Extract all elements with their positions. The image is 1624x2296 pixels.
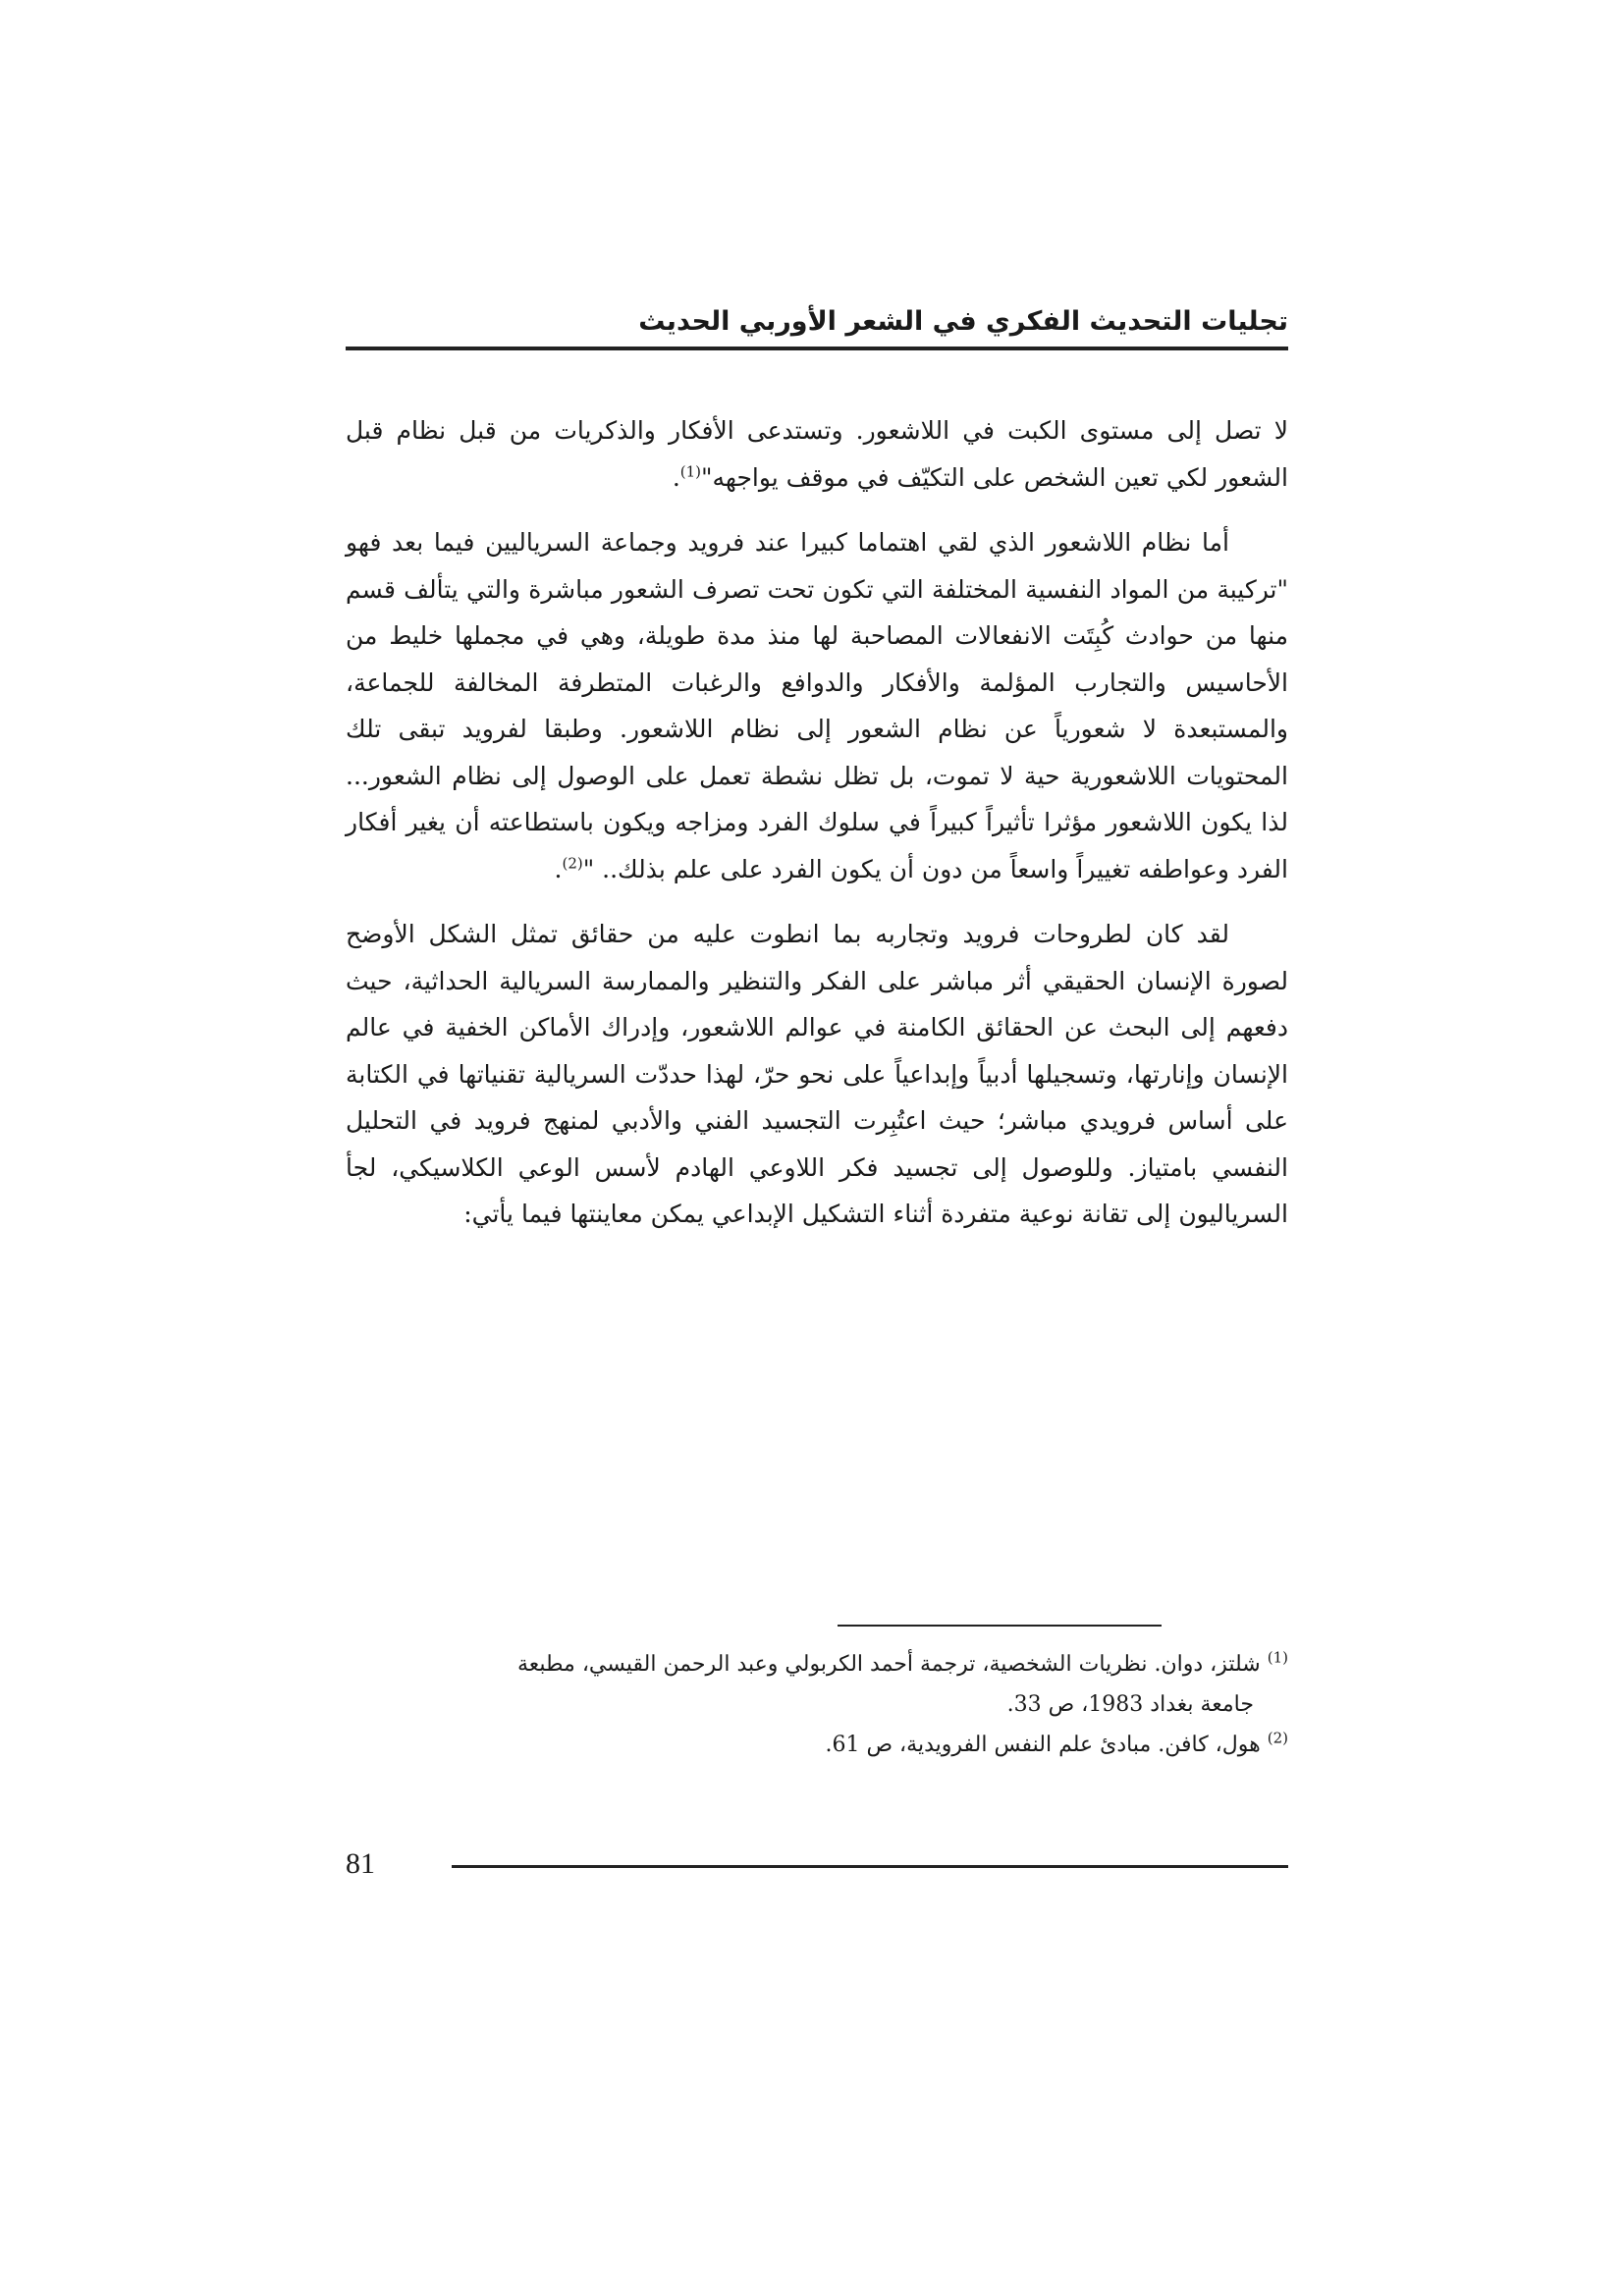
footer-rule <box>452 1865 1288 1868</box>
footnote-separator <box>838 1625 1162 1627</box>
page-number: 81 <box>346 1847 375 1880</box>
paragraph-1 <box>346 407 1288 501</box>
paragraph-1-text: لا تصل إلى مستوى الكبت في اللاشعور. وتستدعى الأفكار والذكريات من قبل نظام قبل الشعور لكي تعين الشخص على التكيّف في موقف يواجهه" <box>346 416 1288 492</box>
paragraph-3: لقد كان لطروحات فرويد وتجاربه بما انطوت عليه من حقائق تمثل الشكل الأوضح لصورة الإنسان الحقيقي أثر مباشر على الفكر والتنظير والممارسة السريالية الحداثية، حيث دفعهم إلى البحث عن الحقائق الكامنة في عوالم اللاشعور، وإدراك الأماكن الخفية في عالم الإنسان وإنارتها، وتسجيلها أدبياً وإبداعياً على نحو حرّ، لهذا حددّت السريالية تقنياتها في الكتابة على أساس فرويدي مباشر؛ حيث اعتُبِرت التجسيد الفني والأدبي لمنهج فرويد في التحليل النفسي بامتياز. وللوصول إلى تجسيد فكر اللاوعي الهادم لأسس الوعي الكلاسيكي، لجأ السرياليون إلى تقانة نوعية متفردة أثناء التشكيل الإبداعي يمكن معاينتها فيما يأتي: <box>346 920 1288 1228</box>
paragraph-1-end: . <box>672 462 680 492</box>
footnote-2-marker: (2) <box>1267 1729 1288 1747</box>
footnote-2-text: هول، كافن. مبادئ علم النفس الفرويدية، ص 61. <box>825 1733 1261 1757</box>
paragraph-2-end: . <box>554 854 563 883</box>
footnote-1 <box>346 1644 1288 1684</box>
header-rule <box>346 347 1288 350</box>
footnote-ref-1: (1) <box>679 462 702 481</box>
paragraph-2 <box>346 519 1288 892</box>
footnote-2 <box>346 1725 1288 1765</box>
footnote-1-text: شلتز، دوان. نظريات الشخصية، ترجمة أحمد الكربولي وعبد الرحمن القيسي، مطبعة <box>516 1652 1261 1677</box>
footnote-1-marker: (1) <box>1267 1648 1288 1667</box>
running-header: تجليات التحديث الفكري في الشعر الأوربي الحديث <box>638 306 1288 337</box>
footnote-1-continuation: جامعة بغداد 1983، ص 33. <box>1006 1692 1254 1717</box>
footnotes <box>346 1644 1288 1765</box>
body-text <box>346 407 1288 1256</box>
paragraph-2-text: أما نظام اللاشعور الذي لقي اهتماما كبيرا عند فرويد وجماعة السرياليين فيما بعد فهو "تركيبة من المواد النفسية المختلفة التي تكون تحت تصرف الشعور مباشرة والتي يتألف قسم منها من حوادث كُبِتَت الانفعالات المصاحبة لها منذ مدة طويلة، وهي في مجملها خليط من الأحاسيس والتجارب المؤلمة والأفكار والدوافع والرغبات المتطرفة المخالفة للجماعة، والمستبعدة لا شعورياً عن نظام الشعور إلى نظام اللاشعور. وطبقا لفرويد تبقى تلك المحتويات اللاشعورية حية لا تموت، بل تظل نشطة تعمل على الوصول إلى نظام الشعور... لذا يكون اللاشعور مؤثرا تأثيراً كبيراً في سلوك الفرد ومزاجه ويكون باستطاعته أن يغير أفكار الفرد وعواطفه تغييراً واسعاً من دون أن يكون الفرد على علم بذلك.. " <box>346 528 1288 883</box>
footnote-ref-2: (2) <box>562 854 583 873</box>
